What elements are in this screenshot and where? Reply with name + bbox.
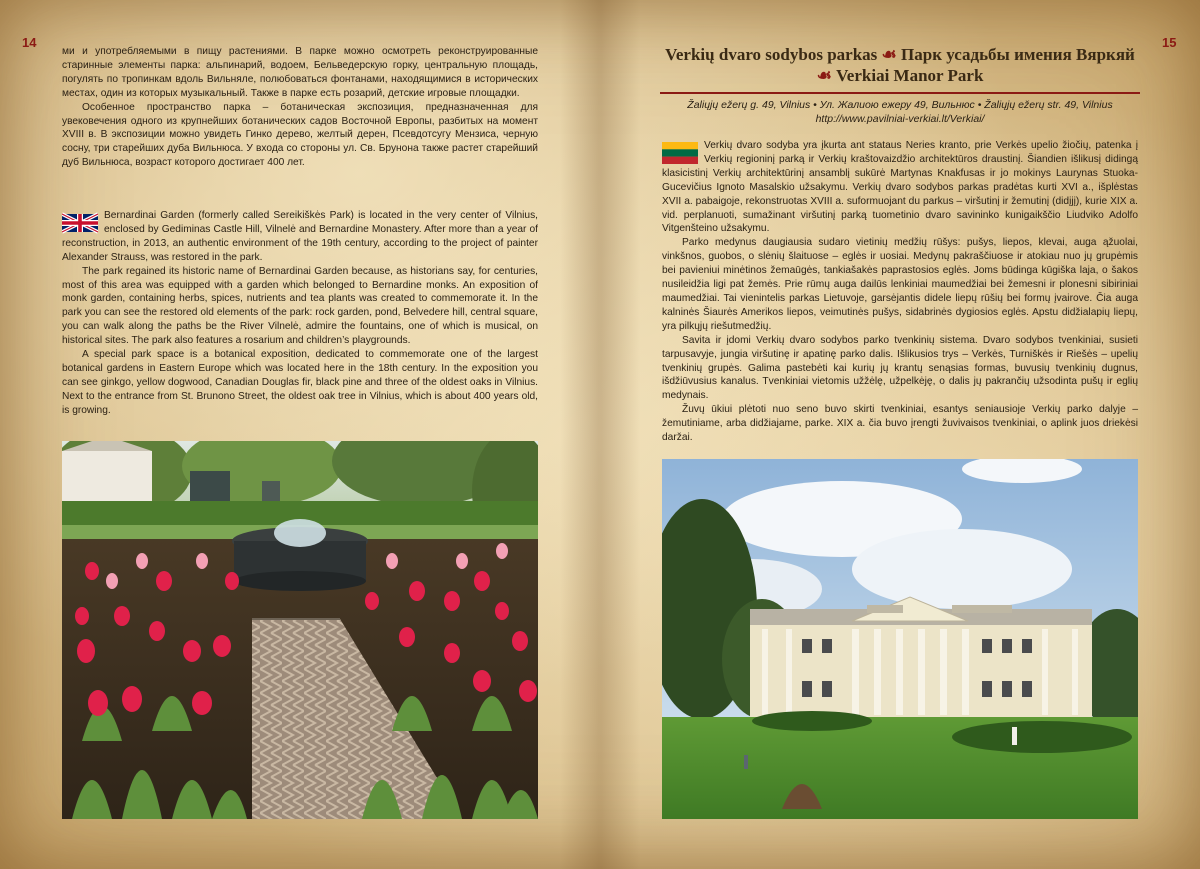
page-number-left: 14 (22, 35, 37, 50)
paragraph: Особенное пространство парка – ботаническая экспозиция, предназначенная для увековечения одного из крупнейших ботанических садов Восточной Европы, разбитых на момент XVIII в. В экспозиции можно увидеть Гинко дерево, желтый дерен, Псевдотсугу Мензиса, черную сосну, три старейших дуба Вильнюса. У входа со стороны ул. Св. Брунона также растет старейший дуб Вильнюса, возраст которого достигает 400 лет. (62, 101, 538, 169)
website-link[interactable]: http://www.pavilniai-verkiai.lt/Verkiai/ (815, 113, 985, 125)
paragraph: Parko medynus daugiausia sudaro vietinių medžių rūšys: pušys, liepos, klevai, auga ąžuolai, vinkšnos, guobos, o slėnių šlaituose – eglės ir uosiai. Medynų pakraščiuose ir atokiau nuo jų grupėmis bei pavieniui minėtinos žemaūgės, tankiašakės paprastosios eglės. Joms būdinga kūgiška laja, o šakos nusileidžia ligi pat žemės. Prie rūmų auga dailūs lenkiniai maumedžiai bei žemesni ir plonesni sibiriniai maumedžiai. Tai vienintelis parkas Lietuvoje, garsėjantis didele liepų rūšių bei formų įvairove. Čia auga kalninės Šiaurės Amerikos liepos, veimutinės pušys, sidabrinės dygiosios eglės. Apstu didžialapių liepų, yra pilkųjų riešutmedžių. (662, 237, 1138, 332)
title-english: Verkiai Manor Park (836, 66, 984, 85)
verkiai-manor-photo (662, 459, 1138, 819)
fleuron-icon: ☙ (816, 66, 832, 85)
page-number-right: 15 (1162, 35, 1177, 50)
paragraph: Bernardinai Garden (formerly called Sereikiškės Park) is located in the very center of Vilnius, enclosed by Gediminas Castle Hill, Vilnelė and Bernardine Monastery. After more than a year of reconstruction, in 2013, an authentic environment of the 19th century, according to the project of painter Alexander Strauss, was restored in the park. (62, 210, 538, 263)
paragraph: Žuvų ūkiui plėtoti nuo seno buvo skirti tvenkiniai, esantys seniausioje Verkių parko dalyje – žemutiniame, arba didžiajame, parke. XIX a. čia buvo įrengti žuvivaisos tvenkiniai, o aplink juos driekėsi daržai. (662, 404, 1138, 444)
paragraph: A special park space is a botanical exposition, dedicated to commemorate one of the largest botanical gardens in Eastern Europe which was located here in the 18th century. In the exposition you can see ginkgo, yellow dogwood, Canadian Douglas fir, black pine and three of the oldest oaks in Vilnius. Next to the entrance from St. Brunono Street, the oldest oak tree in Vilnius, which is about 400 years old, is growing. (62, 349, 538, 416)
paragraph: The park regained its historic name of Bernardinai Garden because, as historians say, for centuries, most of this area was equipped with a garden which belonged to Bernardine monks. An exposition of monk garden, containing herbs, spices, nutrients and tea plants was created to commemorate it. In the park you can see the restored old elements of the park: rock garden, pond, Belvedere hill, central square, you can walk along the paths be the River Vilnelė, admire the fountains, one of which is musical, on historical sites. The park also features a rosarium and children’s playgrounds. (62, 265, 538, 347)
section-title (655, 44, 1145, 86)
fleuron-icon: ☙ (881, 45, 897, 64)
paragraph: ми и употребляемыми в пищу растениями. В парке можно осмотреть реконструированные старинные элементы парка: альпинарий, водоем, Бельведерскую горку, центральную площадь, погулять по тропинкам вдоль Вильняле, полюбоваться фонтанами, находящимися в исторических местах, один из которых музыкальный. Также в парке есть розарий, детские игровые площадки. (62, 46, 538, 99)
right-lithuanian-text (662, 139, 1138, 445)
paragraph: Verkių dvaro sodyba yra įkurta ant stataus Neries kranto, prie Verkės upelio žiočių, patenka į Verkių regioninį parką ir Verkių kraštovaizdžio architektūros draustinį. Šiandien išlikusį didingą klasicistinį Verkių architektūrinį ansamblį sukūrė Martynas Knakfusas ir jo mokinys Laurynas Stuoka-Gucevičius Ignoto Masalskio užsakymu. Verkių dvaro sodybos parkas pradėtas kurti XVI a., išplėstas XVII a. pabaigoje, rekonstruotas XVIII a. suformuojant du parkus – viršutinį ir žemutinį (didįjį), kurie XIX a. vid. perplanuoti, sumažinant viršutinį parką tuometinio dvaro savininko kunigaikščio Liudviko Adolfo Vitgenšteino užsakymu. (662, 140, 1138, 235)
section-header (655, 44, 1145, 126)
title-russian: Парк усадьбы имения Вяркяй (901, 45, 1135, 64)
title-lithuanian: Verkių dvaro sodybos parkas (665, 45, 878, 64)
left-english-text (62, 209, 538, 418)
uk-flag-icon (62, 212, 98, 234)
address-line: Žaliųjų ežerų g. 49, Vilnius • Ул. Жалиою ежеру 49, Вильнюс • Žaliųjų ežerų str. 49, Vilnius (687, 99, 1113, 111)
lithuania-flag-icon (662, 142, 698, 164)
bernardinai-garden-photo (62, 441, 538, 819)
title-rule (660, 92, 1140, 94)
paragraph: Savita ir įdomi Verkių dvaro sodybos parko tvenkinių sistema. Dvaro sodybos tvenkiniai, susieti tarpusavyje, jungia viršutinę ir apatinę parko dalis. Išlikusios trys – Verkės, Turniškės ir Riešės – upelių tvenkinių grupės. Galima pastebėti kai kurių jų krantų senąsias formas, buvusių tvenkinių dugnus, išdžiūvusius kanalus. Tvenkiniai vietomis užžėlę, užpelkėję, o dalis jų pakrančių užsodinta pušų ir eglių medynais. (662, 334, 1138, 402)
book-spine (560, 0, 640, 869)
left-russian-text (62, 45, 538, 170)
